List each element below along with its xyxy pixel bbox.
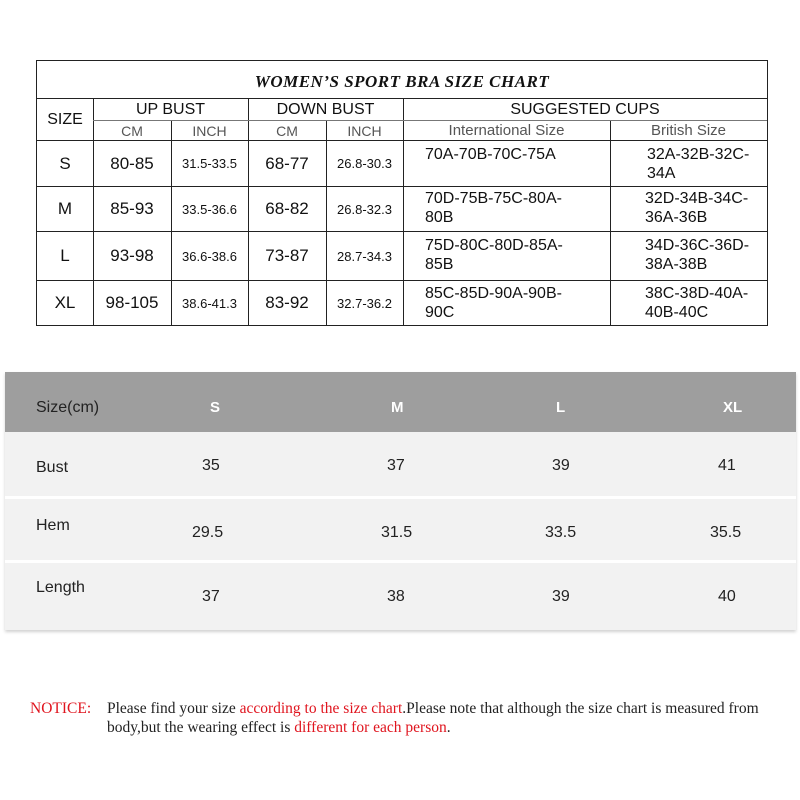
down-bust-inch-cell: 26.8-30.3 <box>337 156 392 171</box>
down-bust-cm-cell: 68-77 <box>265 153 309 173</box>
notice-part-3: . <box>446 719 451 736</box>
value-cell: 39 <box>552 588 570 605</box>
british-size-cell: 32D-34B-34C-36A-36B <box>645 190 749 226</box>
british-size-cell: 38C-38D-40A-40B-40C <box>645 285 749 321</box>
row-label: Bust <box>36 459 69 476</box>
header-size: SIZE <box>47 110 83 128</box>
row-size: S <box>59 153 71 173</box>
international-size-cell: 70A-70B-70C-75A <box>425 146 556 163</box>
row-size: M <box>57 199 73 218</box>
notice-part-2: .Please note that although the size chart is measured from body,but the wearing effect is <box>107 700 759 736</box>
up-bust-cm-cell: 80-85 <box>110 153 154 173</box>
header-size-xl: XL <box>723 399 743 416</box>
international-size-cell: 70D-75B-75C-80A-80B <box>425 190 562 226</box>
size-notice <box>30 699 770 737</box>
row-label: Length <box>36 579 85 596</box>
value-cell: 40 <box>718 588 736 605</box>
value-cell: 33.5 <box>545 524 577 541</box>
value-cell: 31.5 <box>381 524 413 541</box>
measurement-row-hem <box>5 499 796 560</box>
value-cell: 41 <box>718 457 736 474</box>
header-suggested-cups: SUGGESTED CUPS <box>510 101 660 118</box>
down-bust-inch-cell: 26.8-32.3 <box>337 201 392 217</box>
british-size-cell: 32A-32B-32C-34A <box>647 146 750 182</box>
notice-highlight-1: according to the size chart <box>239 700 403 717</box>
header-british-size: British Size <box>650 122 727 139</box>
header-size-s: S <box>210 399 221 416</box>
down-bust-cm-cell: 68-82 <box>265 199 309 218</box>
value-cell: 35.5 <box>710 524 742 541</box>
down-bust-cm-cell: 73-87 <box>265 246 309 265</box>
sport-bra-size-chart <box>36 60 768 326</box>
value-cell: 38 <box>387 588 405 605</box>
up-bust-inch-cell: 31.5-33.5 <box>182 156 237 171</box>
international-size-cell: 75D-80C-80D-85A-85B <box>425 237 563 273</box>
value-cell: 39 <box>552 457 570 474</box>
size-chart-grid <box>37 99 767 325</box>
up-bust-inch-cell: 38.6-41.3 <box>182 295 237 311</box>
header-down-bust: DOWN BUST <box>276 101 375 118</box>
measurement-chart <box>5 372 796 630</box>
header-size-l: L <box>556 399 566 416</box>
measurement-row-bust <box>5 432 796 496</box>
value-cell: 37 <box>202 588 220 605</box>
up-bust-cm-cell: 93-98 <box>110 246 154 265</box>
up-bust-inch-cell: 33.5-36.6 <box>182 201 237 217</box>
measurement-row-length <box>5 563 796 630</box>
header-size-cm: Size(cm) <box>36 399 100 416</box>
down-bust-inch-cell: 28.7-34.3 <box>337 248 392 264</box>
down-bust-inch-cell: 32.7-36.2 <box>337 295 392 311</box>
header-down-bust-inch: INCH <box>347 122 382 139</box>
header-size-m: M <box>391 399 404 416</box>
header-up-bust: UP BUST <box>135 101 206 118</box>
measurement-header <box>5 372 796 432</box>
notice-part-1: Please find your size <box>107 700 240 717</box>
notice-text <box>107 699 770 737</box>
header-international-size: International Size <box>448 122 565 139</box>
row-label: Hem <box>36 517 70 534</box>
value-cell: 35 <box>202 457 220 474</box>
up-bust-cm-cell: 85-93 <box>110 199 154 218</box>
size-chart-title: WOMEN’S SPORT BRA SIZE CHART <box>37 61 767 99</box>
international-size-cell: 85C-85D-90A-90B-90C <box>425 285 562 321</box>
notice-label: NOTICE: <box>30 700 92 717</box>
value-cell: 29.5 <box>192 524 224 541</box>
british-size-cell: 34D-36C-36D-38A-38B <box>645 237 750 273</box>
up-bust-inch-cell: 36.6-38.6 <box>182 248 237 264</box>
row-size: L <box>60 246 70 265</box>
header-up-bust-cm: CM <box>121 122 143 139</box>
notice-highlight-2: different for each person <box>294 719 447 736</box>
header-down-bust-cm: CM <box>276 122 298 139</box>
down-bust-cm-cell: 83-92 <box>265 293 309 312</box>
row-size: XL <box>54 293 76 312</box>
header-up-bust-inch: INCH <box>192 122 227 139</box>
value-cell: 37 <box>387 457 405 474</box>
up-bust-cm-cell: 98-105 <box>105 293 159 312</box>
